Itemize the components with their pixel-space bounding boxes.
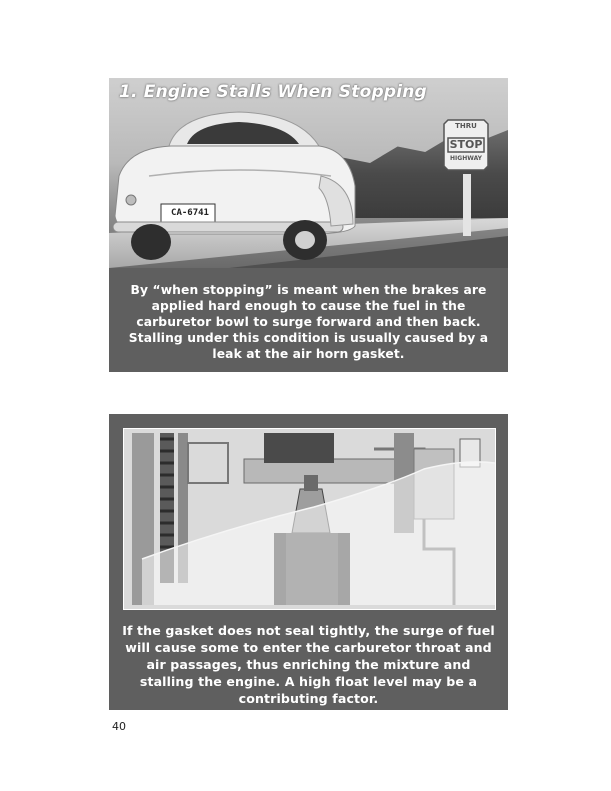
sign-text-middle: STOP [449,138,483,151]
carburetor-cutaway-illustration [123,428,496,610]
sign-text-top: THRU [455,122,477,130]
panel2-caption: If the gasket does not seal tightly, the surge of fuel will cause some to enter the carburetor throat and air passages, thus enriching the mixture and stalling the engine. A high float level may be a contributing factor. [122,623,495,706]
carburetor-drawing [124,429,495,609]
section-title: 1. Engine Stalls When Stopping [119,82,427,102]
car-stop-photo [109,78,508,268]
sign-post [463,174,471,236]
license-plate-text: CA-6741 [171,208,209,218]
gasket-leak-panel [109,414,508,710]
page-number: 40 [112,720,126,733]
sign-text-bottom: HIGHWAY [450,155,482,162]
panel1-caption: By “when stopping” is meant when the brakes are applied hard enough to cause the fuel in the carburetor bowl to surge forward and then back. Stalling under this condition is usually caused by a leak at the air horn gasket. [128,283,489,361]
engine-stalls-panel [109,78,508,372]
car-illustration [109,106,359,266]
